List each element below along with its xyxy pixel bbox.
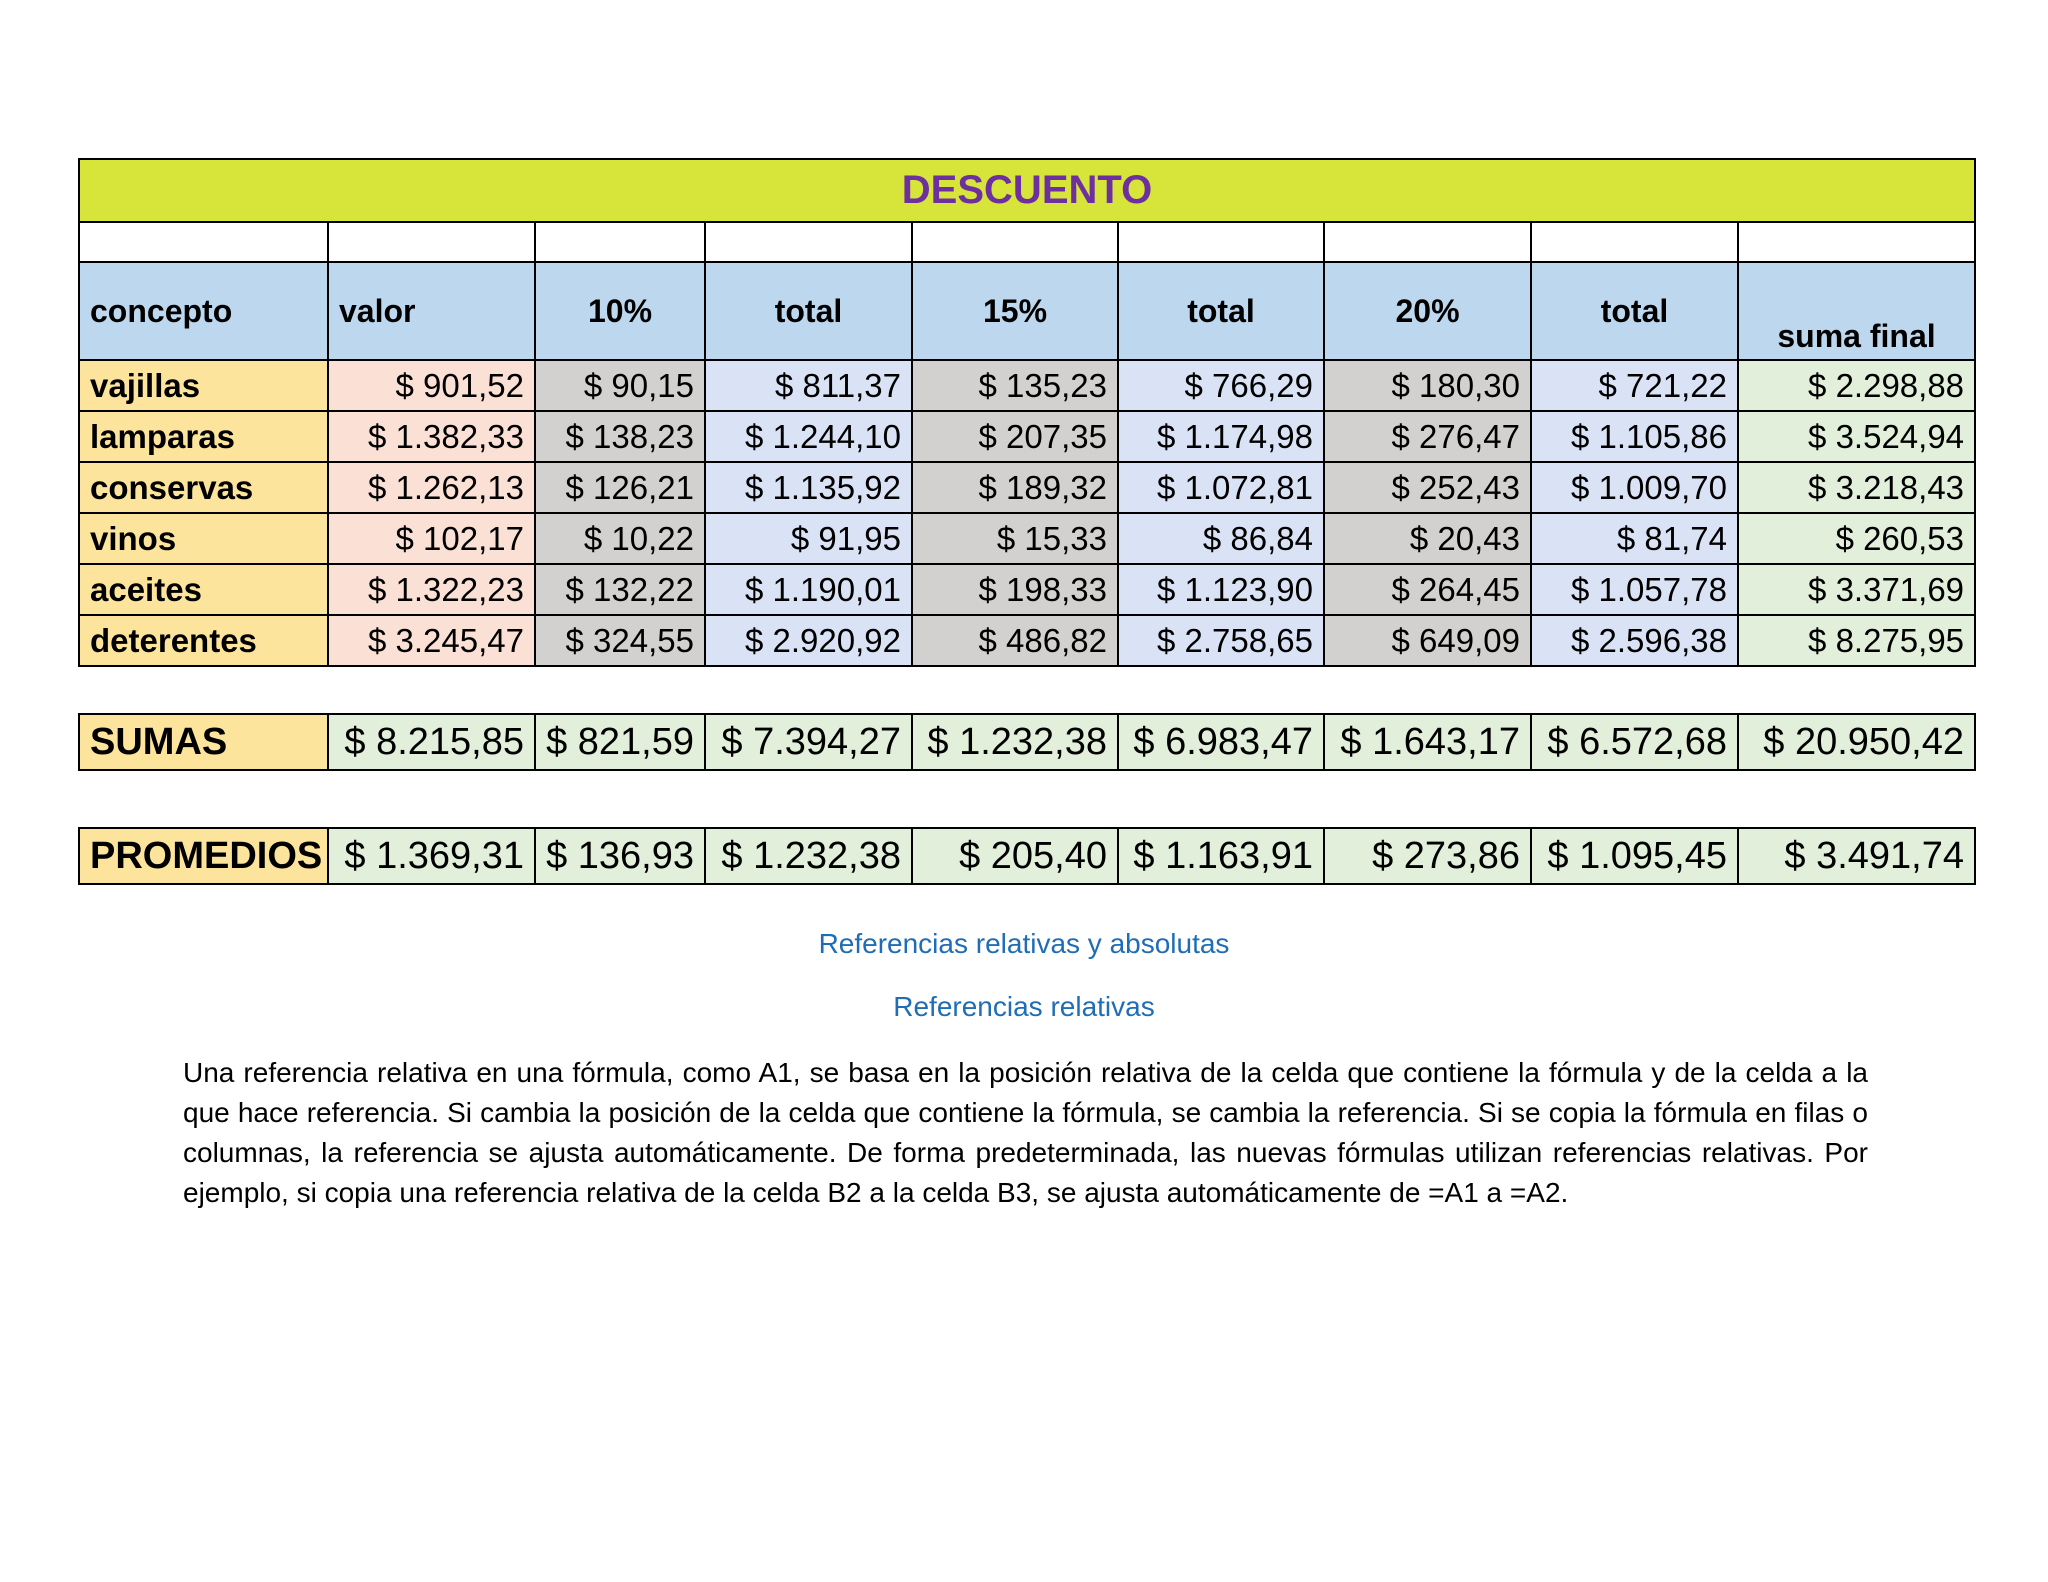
sumas-cell[interactable]: $ 1.232,38 xyxy=(912,714,1118,770)
cell-descuento-10[interactable]: $ 132,22 xyxy=(535,564,705,615)
cell-valor[interactable]: $ 1.322,23 xyxy=(328,564,535,615)
cell-descuento-20[interactable]: $ 252,43 xyxy=(1324,462,1531,513)
header-valor[interactable]: valor xyxy=(328,262,535,360)
header-20-percent[interactable]: 20% xyxy=(1324,262,1531,360)
body-paragraph: Una referencia relativa en una fórmula, como A1, se basa en la posición relativa de la celda que contiene la fórmula y de la celda a la que hace referencia. Si cambia la posición de la celda que contiene la fórmula, se cambia la referencia. Si se copia la fórmula en filas o columnas, la referencia se ajusta automáticamente. De forma predeterminada, las nuevas fórmulas utilizan referencias relativas. Por ejemplo, si copia una referencia relativa de la celda B2 a la celda B3, se ajusta automáticamente de =A1 a =A2. xyxy=(183,1057,1868,1208)
promedios-table xyxy=(78,827,1976,885)
cell[interactable] xyxy=(328,222,535,262)
cell-descuento-20[interactable]: $ 264,45 xyxy=(1324,564,1531,615)
cell-total-20[interactable]: $ 2.596,38 xyxy=(1531,615,1738,666)
cell-concepto[interactable]: deterentes xyxy=(79,615,328,666)
promedios-cell[interactable]: $ 205,40 xyxy=(912,828,1118,884)
cell-total-10[interactable]: $ 91,95 xyxy=(705,513,912,564)
cell[interactable] xyxy=(535,222,705,262)
cell[interactable] xyxy=(1531,222,1738,262)
cell-total-15[interactable]: $ 1.174,98 xyxy=(1118,411,1324,462)
sumas-cell[interactable]: $ 8.215,85 xyxy=(328,714,535,770)
cell-valor[interactable]: $ 1.262,13 xyxy=(328,462,535,513)
cell-descuento-20[interactable]: $ 276,47 xyxy=(1324,411,1531,462)
cell-total-20[interactable]: $ 721,22 xyxy=(1531,360,1738,411)
sumas-cell[interactable]: $ 1.643,17 xyxy=(1324,714,1531,770)
header-total-20[interactable]: total xyxy=(1531,262,1738,360)
blank-row xyxy=(79,222,1975,262)
cell-descuento-15[interactable]: $ 15,33 xyxy=(912,513,1118,564)
cell[interactable] xyxy=(79,222,328,262)
table-row xyxy=(79,360,1975,411)
cell-suma-final[interactable]: $ 3.218,43 xyxy=(1738,462,1975,513)
cell-descuento-15[interactable]: $ 189,32 xyxy=(912,462,1118,513)
promedios-cell[interactable]: $ 136,93 xyxy=(535,828,705,884)
cell-total-15[interactable]: $ 1.123,90 xyxy=(1118,564,1324,615)
table-row xyxy=(79,462,1975,513)
spacer xyxy=(78,667,1974,713)
cell[interactable] xyxy=(705,222,912,262)
table-row xyxy=(79,411,1975,462)
cell-concepto[interactable]: vinos xyxy=(79,513,328,564)
cell-valor[interactable]: $ 3.245,47 xyxy=(328,615,535,666)
sumas-cell[interactable]: $ 821,59 xyxy=(535,714,705,770)
cell-total-10[interactable]: $ 811,37 xyxy=(705,360,912,411)
cell-total-20[interactable]: $ 1.105,86 xyxy=(1531,411,1738,462)
cell-descuento-15[interactable]: $ 135,23 xyxy=(912,360,1118,411)
cell-descuento-10[interactable]: $ 10,22 xyxy=(535,513,705,564)
cell[interactable] xyxy=(1324,222,1531,262)
table-row xyxy=(79,615,1975,666)
cell-descuento-10[interactable]: $ 138,23 xyxy=(535,411,705,462)
cell[interactable] xyxy=(1118,222,1324,262)
cell[interactable] xyxy=(1738,222,1975,262)
cell-concepto[interactable]: conservas xyxy=(79,462,328,513)
cell-suma-final[interactable]: $ 3.371,69 xyxy=(1738,564,1975,615)
cell-descuento-10[interactable]: $ 90,15 xyxy=(535,360,705,411)
cell-suma-final[interactable]: $ 8.275,95 xyxy=(1738,615,1975,666)
table-row xyxy=(79,564,1975,615)
cell-descuento-15[interactable]: $ 207,35 xyxy=(912,411,1118,462)
promedios-row xyxy=(79,828,1975,884)
sumas-cell[interactable]: $ 6.572,68 xyxy=(1531,714,1738,770)
cell-concepto[interactable]: lamparas xyxy=(79,411,328,462)
cell-descuento-20[interactable]: $ 20,43 xyxy=(1324,513,1531,564)
promedios-cell[interactable]: $ 1.095,45 xyxy=(1531,828,1738,884)
promedios-cell[interactable]: $ 3.491,74 xyxy=(1738,828,1975,884)
promedios-cell[interactable]: $ 1.369,31 xyxy=(328,828,535,884)
cell-descuento-20[interactable]: $ 180,30 xyxy=(1324,360,1531,411)
promedios-label[interactable]: PROMEDIOS xyxy=(79,828,328,884)
header-row xyxy=(79,262,1975,360)
cell-total-15[interactable]: $ 766,29 xyxy=(1118,360,1324,411)
sumas-cell[interactable]: $ 7.394,27 xyxy=(705,714,912,770)
sumas-cell[interactable]: $ 6.983,47 xyxy=(1118,714,1324,770)
header-15-percent[interactable]: 15% xyxy=(912,262,1118,360)
cell-suma-final[interactable]: $ 260,53 xyxy=(1738,513,1975,564)
cell-descuento-15[interactable]: $ 198,33 xyxy=(912,564,1118,615)
cell-concepto[interactable]: vajillas xyxy=(79,360,328,411)
cell-total-15[interactable]: $ 1.072,81 xyxy=(1118,462,1324,513)
spacer xyxy=(78,771,1974,827)
sumas-cell[interactable]: $ 20.950,42 xyxy=(1738,714,1975,770)
cell-total-10[interactable]: $ 2.920,92 xyxy=(705,615,912,666)
discount-spreadsheet xyxy=(78,158,1974,885)
cell-total-10[interactable]: $ 1.135,92 xyxy=(705,462,912,513)
heading-referencias-relativas: Referencias relativas xyxy=(893,991,1155,1022)
cell-valor[interactable]: $ 1.382,33 xyxy=(328,411,535,462)
cell-valor[interactable]: $ 102,17 xyxy=(328,513,535,564)
cell-total-15[interactable]: $ 86,84 xyxy=(1118,513,1324,564)
cell-concepto[interactable]: aceites xyxy=(79,564,328,615)
header-suma-final[interactable]: suma final xyxy=(1738,262,1975,360)
cell-descuento-20[interactable]: $ 649,09 xyxy=(1324,615,1531,666)
promedios-cell[interactable]: $ 1.163,91 xyxy=(1118,828,1324,884)
promedios-cell[interactable]: $ 273,86 xyxy=(1324,828,1531,884)
table-title[interactable]: DESCUENTO xyxy=(79,159,1975,222)
heading-referencias-relativas-y-absolutas: Referencias relativas y absolutas xyxy=(818,928,1230,959)
table-row xyxy=(79,513,1975,564)
cell-total-20[interactable]: $ 81,74 xyxy=(1531,513,1738,564)
cell-descuento-10[interactable]: $ 126,21 xyxy=(535,462,705,513)
cell-total-20[interactable]: $ 1.057,78 xyxy=(1531,564,1738,615)
header-total-15[interactable]: total xyxy=(1118,262,1324,360)
cell-descuento-15[interactable]: $ 486,82 xyxy=(912,615,1118,666)
cell-suma-final[interactable]: $ 2.298,88 xyxy=(1738,360,1975,411)
sumas-row xyxy=(79,714,1975,770)
cell-total-20[interactable]: $ 1.009,70 xyxy=(1531,462,1738,513)
cell-descuento-10[interactable]: $ 324,55 xyxy=(535,615,705,666)
discount-table xyxy=(78,158,1976,667)
promedios-cell[interactable]: $ 1.232,38 xyxy=(705,828,912,884)
cell-total-10[interactable]: $ 1.190,01 xyxy=(705,564,912,615)
sumas-table xyxy=(78,713,1976,771)
header-10-percent[interactable]: 10% xyxy=(535,262,705,360)
cell-total-10[interactable]: $ 1.244,10 xyxy=(705,411,912,462)
cell-total-15[interactable]: $ 2.758,65 xyxy=(1118,615,1324,666)
cell-valor[interactable]: $ 901,52 xyxy=(328,360,535,411)
cell-suma-final[interactable]: $ 3.524,94 xyxy=(1738,411,1975,462)
header-total-10[interactable]: total xyxy=(705,262,912,360)
sumas-label[interactable]: SUMAS xyxy=(79,714,328,770)
cell[interactable] xyxy=(912,222,1118,262)
header-concepto[interactable]: concepto xyxy=(79,262,328,360)
